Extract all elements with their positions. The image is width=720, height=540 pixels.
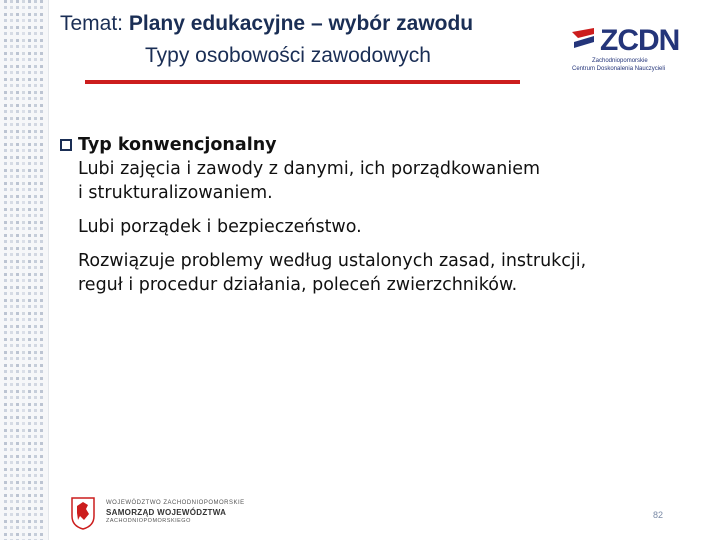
footer-org-line-3: ZACHODNIOPOMORSKIEGO <box>106 518 191 524</box>
bullet-heading-text: Typ konwencjonalny <box>78 135 277 155</box>
paragraph-3-line-2: reguł i procedur działania, poleceń zwierzchników. <box>78 275 518 295</box>
main-content <box>60 133 700 297</box>
checkbox-bullet-icon <box>60 139 72 151</box>
title-main: Plany edukacyjne – wybór zawodu <box>128 12 474 35</box>
page-number: 82 <box>653 510 664 520</box>
page-title <box>60 12 560 36</box>
griffin-emblem-icon <box>68 496 98 530</box>
paragraph-1-line-1: Lubi zajęcia i zawody z danymi, ich porządkowaniem <box>78 159 541 179</box>
logo-caption-1: Zachodniopomorskie <box>592 58 648 64</box>
paragraph-2: Lubi porządek i bezpieczeństwo. <box>78 217 362 237</box>
logo-letters: ZCDN <box>600 24 680 57</box>
zcdn-mark-icon <box>572 28 596 54</box>
paragraph-1 <box>78 157 700 205</box>
paragraph-3 <box>78 249 700 297</box>
paragraph-1-line-2: i strukturalizowaniem. <box>78 183 273 203</box>
title-underline <box>85 80 520 84</box>
title-prefix: Temat: <box>60 12 129 35</box>
bullet-heading <box>60 133 700 157</box>
logo-caption-2: Centrum Doskonalenia Nauczycieli <box>572 66 666 72</box>
zcdn-logo <box>572 24 682 74</box>
footer-org-line-2: SAMORZĄD WOJEWÓDZTWA <box>106 508 227 517</box>
page-subtitle: Typy osobowości zawodowych <box>145 44 431 67</box>
paragraph-3-line-1: Rozwiązuje problemy według ustalonych zasad, instrukcji, <box>78 251 587 271</box>
side-decorative-strip <box>0 0 49 540</box>
footer-org-line-1: WOJEWÓDZTWO ZACHODNIOPOMORSKIE <box>106 500 245 506</box>
footer-org-logo <box>68 496 245 532</box>
